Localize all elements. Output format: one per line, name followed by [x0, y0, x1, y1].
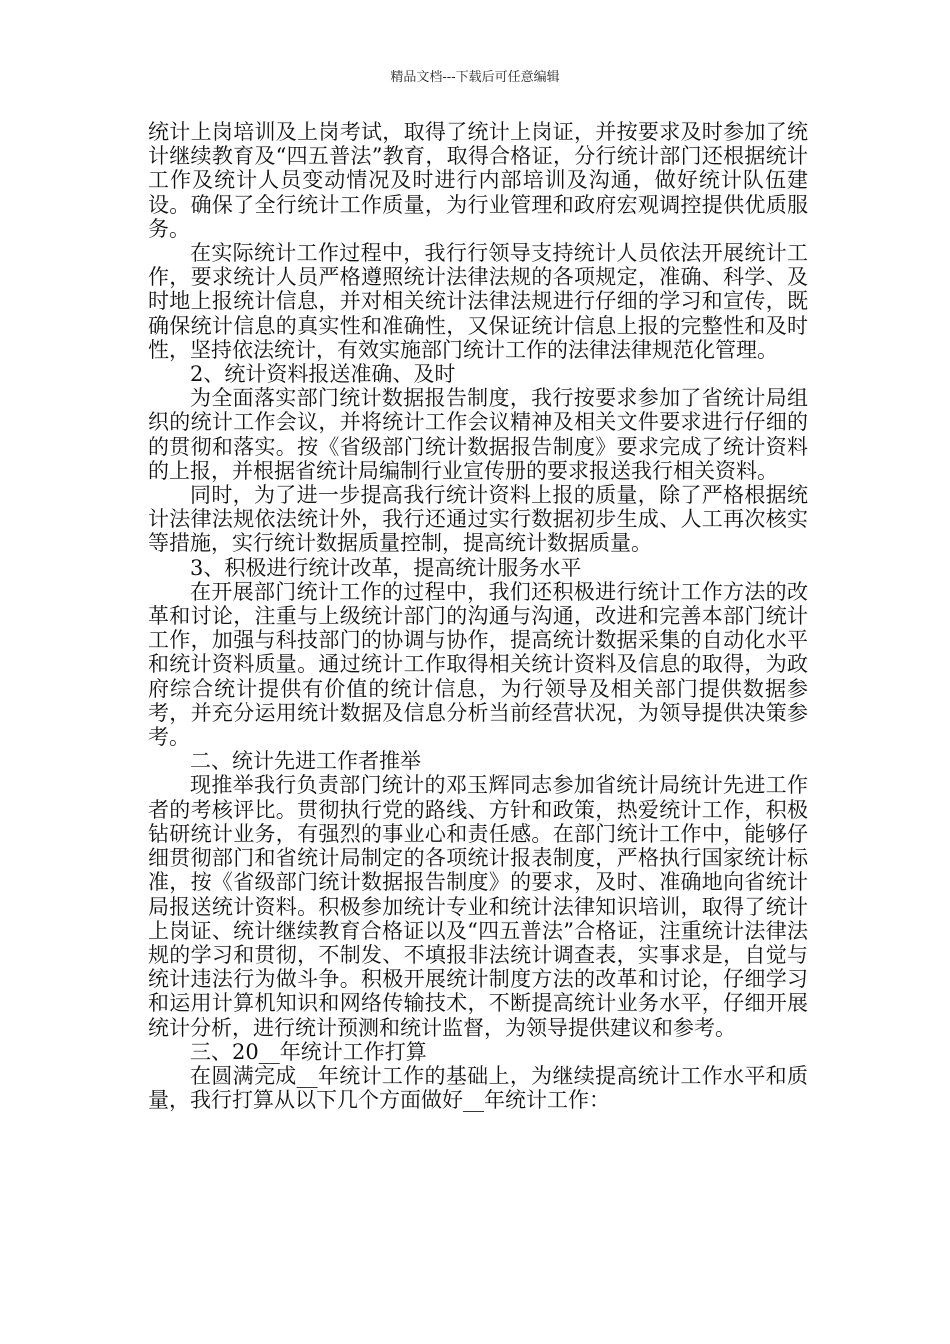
paragraph: 在开展部门统计工作的过程中，我们还积极进行统计工作方法的改革和讨论，注重与上级统计部门的沟通与沟通，改进和完善本部门统计工作，加强与科技部门的协调与协作，提高统计数据采集的自动化水平和统计资料质量。通过统计工作取得相关统计资料及信息的取得，为政府综合统计提供有价值的统计信息，为行领导及相关部门提供数据参考，并充分运用统计数据及信息分析当前经营状况，为领导提供决策参考。: [148, 579, 808, 750]
paragraph: 为全面落实部门统计数据报告制度，我行按要求参加了省统计局组织的统计工作会议，并将统计工作会议精神及相关文件要求进行仔细的的贯彻和落实。按《省级部门统计数据报告制度》要求完成了统计资料的上报，并根据省统计局编制行业宣传册的要求报送我行相关资料。: [148, 386, 808, 483]
paragraph: 统计上岗培训及上岗考试，取得了统计上岗证，并按要求及时参加了统计继续教育及“四五普法”教育，取得合格证，分行统计部门还根据统计工作及统计人员变动情况及时进行内部培训及沟通，做好统计队伍建设。确保了全行统计工作质量，为行业管理和政府宏观调控提供优质服务。: [148, 120, 808, 241]
section-heading: 2、统计资料报送准确、及时: [190, 362, 456, 387]
document-body: [148, 120, 808, 1112]
paragraph: 现推举我行负责部门统计的邓玉辉同志参加省统计局统计先进工作者的考核评比。贯彻执行党的路线、方针和政策，热爱统计工作，积极钻研统计业务，有强烈的事业心和责任感。在部门统计工作中，能够仔细贯彻部门和省统计局制定的各项统计报表制度，严格执行国家统计标准，按《省级部门统计数据报告制度》的要求，及时、准确地向省统计局报送统计资料。积极参加统计专业和统计法律知识培训，取得了统计上岗证、统计继续教育合格证以及“四五普法”合格证，注重统计法律法规的学习和贯彻，不制发、不填报非法统计调查表，实事求是，自觉与统计违法行为做斗争。积极开展统计制度方法的改革和讨论，仔细学习和运用计算机知识和网络传输技术，不断提高统计业务水平，仔细开展统计分析，进行统计预测和统计监督，为领导提供建议和参考。: [148, 773, 808, 1040]
page-header: 精品文档---下载后可任意编辑: [390, 70, 560, 85]
section-heading: 三、20__年统计工作打算: [190, 1039, 427, 1064]
paragraph: 在圆满完成__年统计工作的基础上，为继续提高统计工作水平和质量，我行打算从以下几个方面做好__年统计工作：: [148, 1063, 808, 1113]
section-heading: 二、统计先进工作者推举: [190, 749, 421, 774]
paragraph: 在实际统计工作过程中，我行行领导支持统计人员依法开展统计工作，要求统计人员严格遵照统计法律法规的各项规定，准确、科学、及时地上报统计信息，并对相关统计法律法规进行仔细的学习和宣传，既确保统计信息的真实性和准确性，又保证统计信息上报的完整性和及时性，坚持依法统计，有效实施部门统计工作的法律法律规范化管理。: [148, 241, 808, 362]
section-heading: 3、积极进行统计改革，提高统计服务水平: [190, 555, 582, 580]
paragraph: 同时，为了进一步提高我行统计资料上报的质量，除了严格根据统计法律法规依法统计外，我行还通过实行数据初步生成、人工再次核实等措施，实行统计数据质量控制，提高统计数据质量。: [148, 483, 808, 556]
